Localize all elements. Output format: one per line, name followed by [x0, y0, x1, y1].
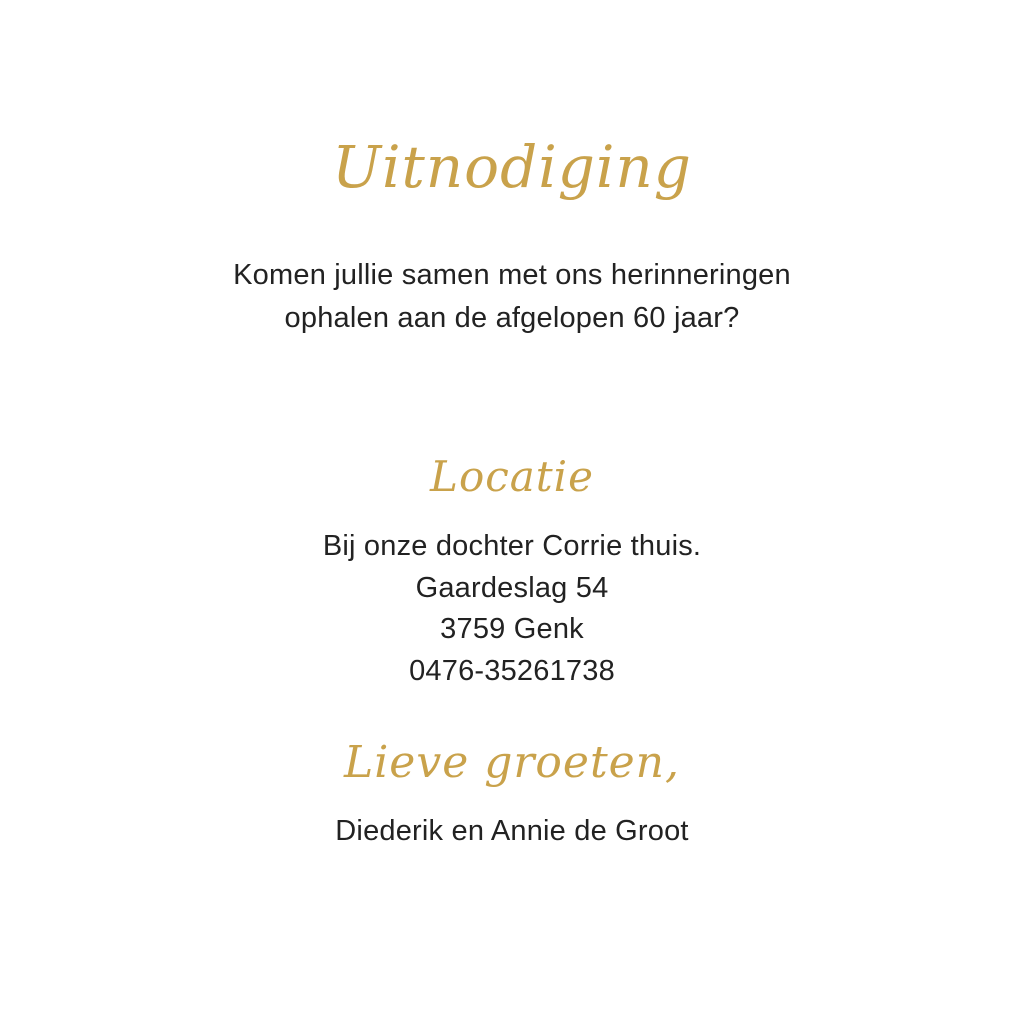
location-address [323, 526, 701, 693]
address-line-phone: 0476-35261738 [409, 655, 615, 688]
intro-line-2: ophalen aan de afgelopen 60 jaar? [284, 301, 740, 334]
location-heading: Locatie [430, 451, 594, 501]
signature: Diederik en Annie de Groot [335, 814, 689, 847]
address-line-street: Gaardeslag 54 [415, 571, 609, 604]
address-line-city: 3759 Genk [440, 613, 584, 646]
intro-line-1: Komen jullie samen met ons herinneringen [233, 259, 791, 291]
intro-text [233, 254, 791, 340]
card-title: Uitnodiging [332, 133, 692, 201]
closing-heading: Lieve groeten, [344, 736, 680, 788]
address-line-host: Bij onze dochter Corrie thuis. [322, 529, 702, 562]
